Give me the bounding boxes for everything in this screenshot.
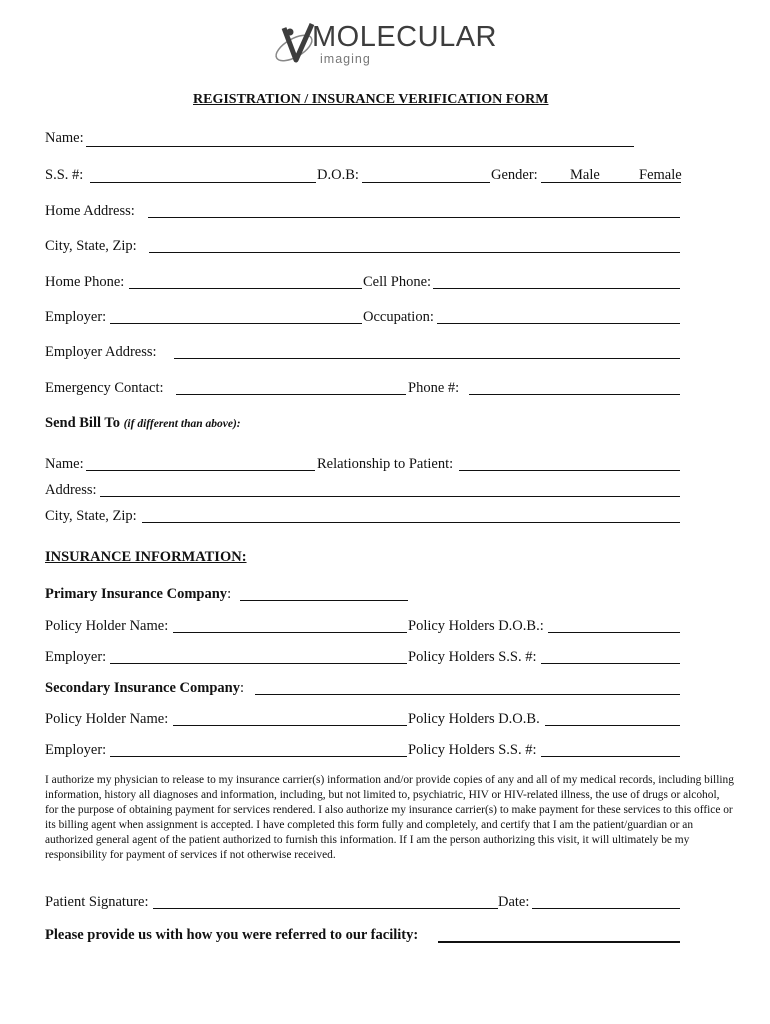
employer-address-label: Employer Address: [45, 344, 157, 360]
policy-holders-dob-label: Policy Holders D.O.B.: [408, 618, 544, 634]
bill-city-state-zip-field[interactable] [142, 522, 680, 523]
employer-field[interactable] [110, 323, 362, 324]
policy-holders-ss-field[interactable] [541, 663, 680, 664]
form-title: REGISTRATION / INSURANCE VERIFICATION FORM [193, 92, 549, 107]
date-label: Date: [498, 894, 530, 910]
gender-label: Gender: [491, 167, 538, 183]
bill-name-label: Name: [45, 456, 84, 472]
relationship-label: Relationship to Patient: [317, 456, 454, 472]
secondary-insurance-row: Secondary Insurance Company: [45, 680, 244, 696]
patient-signature-field[interactable] [153, 908, 498, 909]
employer-label: Employer: [45, 309, 107, 325]
patient-signature-label: Patient Signature: [45, 894, 149, 910]
emergency-contact-label: Emergency Contact: [45, 380, 164, 396]
authorization-text: I authorize my physician to release to my insurance carrier(s) information and/or provide copies of any and all of my medical records, including billing information, history all diagnoses and information, including, but not limited to, psychiatric, HIV or HIV-related illness, the use of drugs or alcohol, for the purpose of obtaining payment for services rendered. I also authorize my insurance carrier(s) to make payment for these services to this office or its billing agent when assignment is accepted. I have completed this form fully and completely, and certify that I am the patient/guardian or an authorized general agent of the patient authorized to furnish this information. If I am the person authorizing this visit, it will ultimately be my responsibility for payment of services if not otherwise received. [45, 774, 734, 861]
primary-insurance-field[interactable] [240, 600, 408, 601]
send-bill-note: (if different than above): [123, 418, 241, 430]
emergency-phone-field[interactable] [469, 394, 680, 395]
policy-holder-name-field[interactable] [173, 632, 407, 633]
policy-holder-name-label-2: Policy Holder Name: [45, 711, 169, 727]
policy-holders-ss-label-2: Policy Holders S.S. #: [408, 742, 537, 758]
policy-holders-dob-label-2: Policy Holders D.O.B. [408, 711, 540, 727]
home-phone-field[interactable] [129, 288, 362, 289]
policy-holder-name-field-2[interactable] [173, 725, 407, 726]
primary-employer-label: Employer: [45, 649, 107, 665]
cell-phone-field[interactable] [433, 288, 680, 289]
bill-address-label: Address: [45, 482, 97, 498]
secondary-insurance-field[interactable] [255, 694, 680, 695]
dob-label: D.O.B: [317, 167, 359, 183]
bill-address-field[interactable] [100, 496, 680, 497]
occupation-label: Occupation: [363, 309, 434, 325]
logo-subtitle: imaging [320, 52, 371, 66]
city-state-zip-label: City, State, Zip: [45, 238, 137, 254]
home-address-field[interactable] [148, 217, 680, 218]
dob-field[interactable] [362, 182, 490, 183]
send-bill-title: Send Bill To [45, 415, 120, 431]
emergency-contact-field[interactable] [176, 394, 406, 395]
secondary-insurance-label: Secondary Insurance Company [45, 680, 240, 696]
employer-address-field[interactable] [174, 358, 680, 359]
name-field[interactable] [86, 146, 634, 147]
home-address-label: Home Address: [45, 203, 135, 219]
policy-holders-ss-field-2[interactable] [541, 756, 680, 757]
name-label: Name: [45, 130, 84, 146]
policy-holder-name-label: Policy Holder Name: [45, 618, 169, 634]
date-field[interactable] [532, 908, 680, 909]
relationship-field[interactable] [459, 470, 680, 471]
bill-name-field[interactable] [86, 470, 315, 471]
send-bill-heading [45, 414, 241, 433]
phone-label: Phone #: [408, 380, 460, 396]
policy-holders-dob-field-2[interactable] [545, 725, 680, 726]
primary-insurance-label: Primary Insurance Company [45, 586, 228, 602]
referral-label: Please provide us with how you were referred to our facility: [45, 927, 419, 943]
ss-field[interactable] [90, 182, 316, 183]
ss-label: S.S. #: [45, 167, 84, 183]
logo-wordmark: MOLECULAR [312, 21, 497, 53]
cell-phone-label: Cell Phone: [363, 274, 432, 290]
gender-male-option[interactable]: Male [570, 167, 600, 183]
bill-city-state-zip-label: City, State, Zip: [45, 508, 137, 524]
city-state-zip-field[interactable] [149, 252, 680, 253]
primary-employer-field[interactable] [110, 663, 407, 664]
gender-female-option[interactable]: Female [639, 167, 682, 183]
logo [272, 20, 502, 70]
insurance-heading: INSURANCE INFORMATION: [45, 549, 247, 565]
secondary-employer-field[interactable] [110, 756, 407, 757]
policy-holders-ss-label: Policy Holders S.S. #: [408, 649, 537, 665]
home-phone-label: Home Phone: [45, 274, 125, 290]
occupation-field[interactable] [437, 323, 680, 324]
secondary-employer-label: Employer: [45, 742, 107, 758]
policy-holders-dob-field[interactable] [548, 632, 680, 633]
primary-insurance-row: Primary Insurance Company: [45, 586, 232, 602]
referral-field[interactable] [438, 941, 680, 943]
